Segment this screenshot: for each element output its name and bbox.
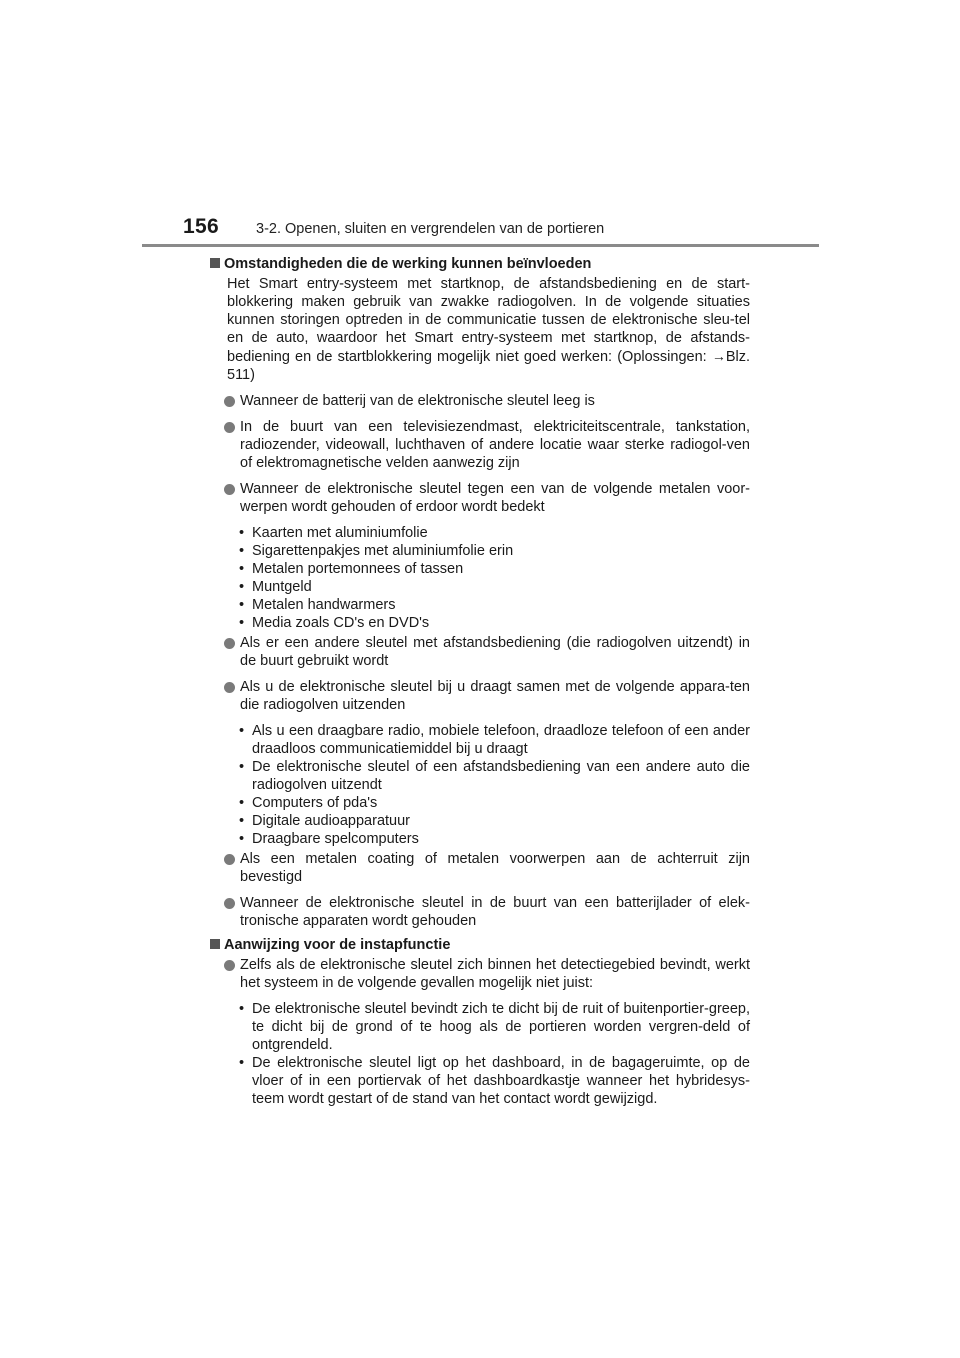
sub-list-item: • Media zoals CD's en DVD's: [252, 614, 750, 632]
list-item: [240, 956, 750, 992]
sub-list-item: • De elektronische sleutel ligt op het dashboard, in de bagageruimte, op de vloer of in een portiervak of het dashboardkastje wanneer het hybridesys-teem wordt gestart of de stand van het contact wordt gewijzigd.: [252, 1054, 750, 1108]
circle-bullet-icon: [224, 484, 235, 495]
circle-bullet-icon: [224, 638, 235, 649]
list-item: [240, 418, 750, 472]
page-number: 156: [183, 215, 219, 238]
sub-list-item: • De elektronische sleutel of een afstandsbediening van een andere auto die radiogolven uitzendt: [252, 758, 750, 794]
list-item: [240, 634, 750, 670]
sub-list-item: • Sigarettenpakjes met aluminiumfolie erin: [252, 542, 750, 560]
circle-bullet-icon: [224, 422, 235, 433]
list-item-text: Wanneer de elektronische sleutel in de buurt van een batterijlader of elek-tronische apparaten wordt gehouden: [240, 895, 750, 929]
list-item: [240, 850, 750, 886]
page-reference: Blz. 511): [227, 349, 750, 383]
sub-list: [210, 1000, 750, 1108]
list-item: [240, 894, 750, 930]
list-item: [240, 392, 750, 410]
sub-list-item: • Metalen handwarmers: [252, 596, 750, 614]
section-heading-text: Omstandigheden die de werking kunnen beïnvloeden: [224, 256, 592, 272]
list-item-text: Als er een andere sleutel met afstandsbediening (die radiogolven uitzendt) in de buurt gebruikt wordt: [240, 635, 750, 669]
circle-bullet-icon: [224, 682, 235, 693]
arrow-icon: →: [711, 348, 726, 364]
section-heading: [210, 936, 750, 954]
sub-list-item: • Kaarten met aluminiumfolie: [252, 524, 750, 542]
list-item-text: Als een metalen coating of metalen voorwerpen aan de achterruit zijn bevestigd: [240, 851, 750, 885]
list-item-text: In de buurt van een televisiezendmast, elektriciteitscentrale, tankstation, radiozender, videowall, luchthaven of andere locatie waar sterke radiogol-ven of elektromagnetische velden aanwezig zijn: [240, 419, 750, 471]
circle-bullet-icon: [224, 898, 235, 909]
sub-list: [210, 722, 750, 848]
circle-bullet-icon: [224, 396, 235, 407]
page-content: [210, 255, 750, 1108]
sub-list-item: • Digitale audioapparatuur: [252, 812, 750, 830]
intro-paragraph: [227, 275, 750, 384]
list-item-text: Wanneer de elektronische sleutel tegen een van de volgende metalen voor-werpen wordt gehouden of erdoor wordt bedekt: [240, 481, 750, 515]
list-item-text: Wanneer de batterij van de elektronische sleutel leeg is: [240, 393, 595, 409]
circle-bullet-icon: [224, 854, 235, 865]
intro-text: Het Smart entry-systeem met startknop, de afstandsbediening en de start-blokkering maken gebruik van zwakke radiogolven. In de volgende situaties kunnen storingen optreden in de communicatie tussen de elektronische sleu-tel en de auto, waardoor het Smart entry-systeem met startknop, de afstands-bediening en de startblokkering mogelijk niet goed werken: (Oplossingen:: [227, 276, 750, 365]
sub-list: [210, 524, 750, 632]
sub-list-item: • Muntgeld: [252, 578, 750, 596]
square-bullet-icon: [210, 258, 220, 268]
sub-list-item: • Metalen portemonnees of tassen: [252, 560, 750, 578]
header-rule: [142, 244, 819, 247]
sub-list-item: • Computers of pda's: [252, 794, 750, 812]
list-item: [240, 480, 750, 516]
section-heading: [210, 255, 750, 273]
list-item-text: Als u de elektronische sleutel bij u draagt samen met de volgende appara-ten die radiogolven uitzenden: [240, 679, 750, 713]
sub-list-item: • De elektronische sleutel bevindt zich te dicht bij de ruit of buitenportier-greep, te dicht bij de grond of te hoog als de portieren worden vergren-deld of ontgrendeld.: [252, 1000, 750, 1054]
section-heading-text: Aanwijzing voor de instapfunctie: [224, 937, 451, 953]
sub-list-item: • Als u een draagbare radio, mobiele telefoon, draadloze telefoon of een ander draadloos communicatiemiddel bij u draagt: [252, 722, 750, 758]
list-item-text: Zelfs als de elektronische sleutel zich binnen het detectiegebied bevindt, werkt het systeem in de volgende gevallen mogelijk niet juist:: [240, 957, 750, 991]
circle-bullet-icon: [224, 960, 235, 971]
square-bullet-icon: [210, 939, 220, 949]
list-item: [240, 678, 750, 714]
chapter-title: 3-2. Openen, sluiten en vergrendelen van de portieren: [256, 221, 605, 237]
sub-list-item: • Draagbare spelcomputers: [252, 830, 750, 848]
